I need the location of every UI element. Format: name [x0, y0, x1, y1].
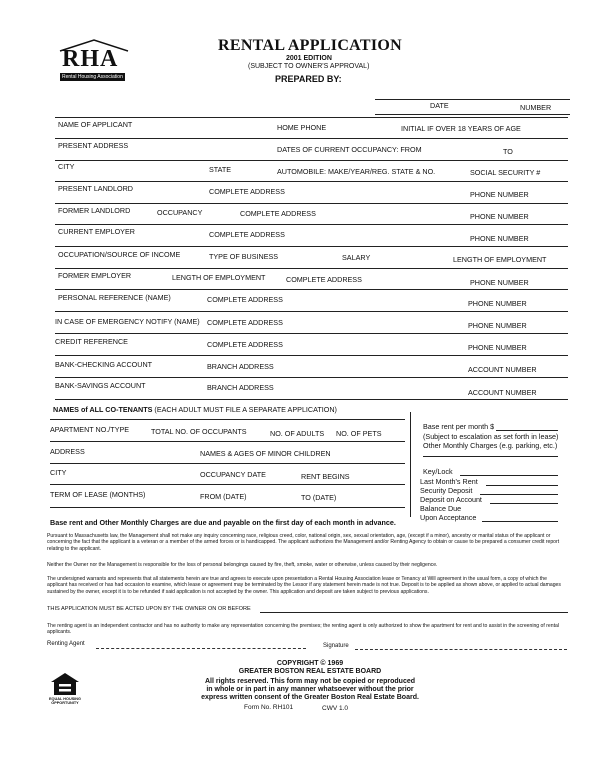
other-monthly-charges-field[interactable]: Other Monthly Charges (e.g. parking, etc.): [423, 441, 558, 450]
rights-line-1: All rights reserved. This form may not be copied or reproduced: [204, 678, 416, 685]
form-version: CWV 1.0: [322, 705, 349, 712]
number-label: NUMBER: [520, 103, 552, 112]
emergency-address-field[interactable]: COMPLETE ADDRESS: [207, 318, 283, 327]
signature-line[interactable]: [355, 649, 567, 650]
current-employer-phone-field[interactable]: PHONE NUMBER: [470, 234, 529, 243]
signature-label: Signature: [323, 643, 349, 649]
page-title: RENTAL APPLICATION: [218, 37, 402, 54]
edition: 2001 EDITION: [286, 55, 332, 62]
bank-checking-field[interactable]: BANK-CHECKING ACCOUNT: [55, 360, 153, 369]
equal-housing-logo: [47, 672, 83, 708]
no-pets-field[interactable]: NO. OF PETS: [336, 429, 382, 438]
city-field[interactable]: CITY: [58, 162, 75, 171]
security-deposit-field[interactable]: Security Deposit: [420, 486, 473, 495]
equal-housing-icon: [50, 672, 80, 696]
personal-reference-phone-field[interactable]: PHONE NUMBER: [468, 299, 527, 308]
logo-text: RHA: [62, 46, 119, 72]
occupancy-field[interactable]: OCCUPANCY: [157, 208, 203, 217]
escalation-note: (Subject to escalation as set forth in lease): [423, 432, 559, 441]
dates-occupancy-to-field[interactable]: TO: [503, 147, 513, 156]
keylock-field[interactable]: Key/Lock: [423, 467, 453, 476]
savings-account-number-field[interactable]: ACCOUNT NUMBER: [468, 388, 537, 397]
personal-reference-field[interactable]: PERSONAL REFERENCE (NAME): [58, 293, 171, 302]
present-landlord-address-field[interactable]: COMPLETE ADDRESS: [209, 187, 285, 196]
emergency-contact-field[interactable]: IN CASE OF EMERGENCY NOTIFY (NAME): [55, 317, 200, 326]
present-address-field[interactable]: PRESENT ADDRESS: [58, 141, 129, 150]
lease-to-date-field[interactable]: TO (DATE): [301, 493, 337, 502]
upon-acceptance-field[interactable]: Upon Acceptance: [420, 513, 477, 522]
applicant-name-field[interactable]: NAME OF APPLICANT: [58, 120, 133, 129]
warranty-paragraph: The undersigned warrants and represents that all statements herein are true and agrees to execute upon presentation a Rental Housing Association lease or Tenancy at Will agreement in the usual form, a copy of which the applicant has received or has had occasion to examine, which lease or agreement may be terminated by the Lessor if any statement herein made is not true. Deposit is to be applied as shown above, or applied to actual damages sustained by the owner, except it is to be refunded if said application is not accepted by the owner. This application and deposit are taken subject to previous applications.: [47, 576, 561, 595]
home-phone-field[interactable]: HOME PHONE: [277, 123, 327, 132]
rights-line-2: in whole or in part in any manner whatsoever without the prior: [206, 686, 414, 693]
subject-note: (SUBJECT TO OWNER'S APPROVAL): [248, 63, 370, 70]
credit-reference-address-field[interactable]: COMPLETE ADDRESS: [207, 340, 283, 349]
credit-reference-phone-field[interactable]: PHONE NUMBER: [468, 343, 527, 352]
present-landlord-phone-field[interactable]: PHONE NUMBER: [470, 190, 529, 199]
rent-begins-field[interactable]: RENT BEGINS: [301, 472, 350, 481]
personal-reference-address-field[interactable]: COMPLETE ADDRESS: [207, 295, 283, 304]
current-employer-field[interactable]: CURRENT EMPLOYER: [58, 227, 135, 236]
initial-over-18-field[interactable]: INITIAL IF OVER 18 YEARS OF AGE: [401, 124, 521, 133]
length-employment-field[interactable]: LENGTH OF EMPLOYMENT: [453, 255, 547, 264]
city-lease-field[interactable]: CITY: [50, 468, 67, 477]
copyright-line: COPYRIGHT © 1969: [276, 660, 344, 667]
liability-paragraph: Neither the Owner nor the Management is responsible for the loss of personal belongings caused by fire, theft, smoke, water or otherwise, unless caused by their negligence.: [47, 562, 438, 568]
former-employer-phone-field[interactable]: PHONE NUMBER: [470, 278, 529, 287]
act-upon-paragraph: THIS APPLICATION MUST BE ACTED UPON BY THE OWNER ON OR BEFORE: [47, 606, 251, 612]
date-label: DATE: [430, 101, 449, 110]
prepared-by: PREPARED BY:: [275, 74, 342, 84]
fair-housing-paragraph: Pursuant to Massachusetts law, the Management shall not make any inquiry concerning race, religious creed, color, national origin, sex, sexual orientation, age, (except if a minor), ancestry or marital status of the applicant or concerning the fact that the applicant is a veteran or a member of the armed forces or is handicapped. The applicant authorizes the Management and/or Renting Agency to obtain or cause to be prepared a consumer credit report relating to the applicant.: [47, 533, 560, 552]
co-tenants-note: (EACH ADULT MUST FILE A SEPARATE APPLICATION): [154, 405, 337, 414]
occupation-field[interactable]: OCCUPATION/SOURCE OF INCOME: [58, 250, 181, 259]
former-employer-address-field[interactable]: COMPLETE ADDRESS: [286, 275, 362, 284]
no-adults-field[interactable]: NO. OF ADULTS: [270, 429, 325, 438]
last-month-rent-field[interactable]: Last Month's Rent: [420, 477, 478, 486]
former-employer-field[interactable]: FORMER EMPLOYER: [58, 271, 132, 280]
bank-savings-field[interactable]: BANK-SAVINGS ACCOUNT: [55, 381, 146, 390]
checking-branch-address-field[interactable]: BRANCH ADDRESS: [207, 362, 274, 371]
credit-reference-field[interactable]: CREDIT REFERENCE: [55, 337, 128, 346]
lease-from-date-field[interactable]: FROM (DATE): [200, 492, 247, 501]
type-of-business-field[interactable]: TYPE OF BUSINESS: [209, 252, 279, 261]
apartment-type-field[interactable]: APARTMENT NO./TYPE: [50, 425, 130, 434]
dates-occupancy-from-field[interactable]: DATES OF CURRENT OCCUPANCY: FROM: [277, 145, 422, 154]
occupancy-date-field[interactable]: OCCUPANCY DATE: [200, 470, 266, 479]
eho-text: EQUAL HOUSING OPPORTUNITY: [49, 697, 81, 706]
balance-due-field[interactable]: Balance Due: [420, 504, 462, 513]
former-landlord-phone-field[interactable]: PHONE NUMBER: [470, 212, 529, 221]
emergency-phone-field[interactable]: PHONE NUMBER: [468, 321, 527, 330]
present-landlord-field[interactable]: PRESENT LANDLORD: [58, 184, 133, 193]
automobile-field[interactable]: AUTOMOBILE: MAKE/YEAR/REG. STATE & NO.: [277, 167, 436, 176]
renting-agent-line[interactable]: [96, 648, 306, 649]
rha-logo: [58, 38, 130, 82]
due-notice: Base rent and Other Monthly Charges are due and payable on the first day of each month in advance.: [50, 518, 396, 527]
agent-paragraph: The renting agent is an independent contractor and has no authority to make any representation concerning the premises; the renting agent is only authorized to show the apartment for rent and to assist in the screening of rental applicants.: [47, 623, 559, 636]
renting-agent-label: Renting Agent: [47, 641, 85, 647]
checking-account-number-field[interactable]: ACCOUNT NUMBER: [468, 365, 537, 374]
base-rent-field[interactable]: Base rent per month $: [423, 422, 495, 431]
former-landlord-field[interactable]: FORMER LANDLORD: [58, 206, 131, 215]
salary-field[interactable]: SALARY: [342, 253, 371, 262]
deposit-on-account-field[interactable]: Deposit on Account: [420, 495, 482, 504]
co-tenants-field[interactable]: [53, 406, 337, 413]
savings-branch-address-field[interactable]: BRANCH ADDRESS: [207, 383, 274, 392]
form-number: Form No. RH101: [244, 704, 294, 711]
co-tenants-heading: NAMES of ALL CO-TENANTS: [53, 405, 153, 414]
social-security-field[interactable]: SOCIAL SECURITY #: [470, 168, 541, 177]
rights-line-3: express written consent of the Greater Boston Real Estate Board.: [201, 694, 419, 701]
former-employer-length-field[interactable]: LENGTH OF EMPLOYMENT: [172, 273, 266, 282]
total-occupants-field[interactable]: TOTAL NO. OF OCCUPANTS: [151, 427, 247, 436]
address-field[interactable]: ADDRESS: [50, 447, 85, 456]
board-line: GREATER BOSTON REAL ESTATE BOARD: [238, 668, 382, 675]
minor-children-field[interactable]: NAMES & AGES OF MINOR CHILDREN: [200, 449, 331, 458]
current-employer-address-field[interactable]: COMPLETE ADDRESS: [209, 230, 285, 239]
former-landlord-address-field[interactable]: COMPLETE ADDRESS: [240, 209, 316, 218]
term-of-lease-field[interactable]: TERM OF LEASE (MONTHS): [50, 490, 146, 499]
logo-subtext: Rental Housing Association: [62, 74, 123, 80]
state-field[interactable]: STATE: [209, 165, 232, 174]
